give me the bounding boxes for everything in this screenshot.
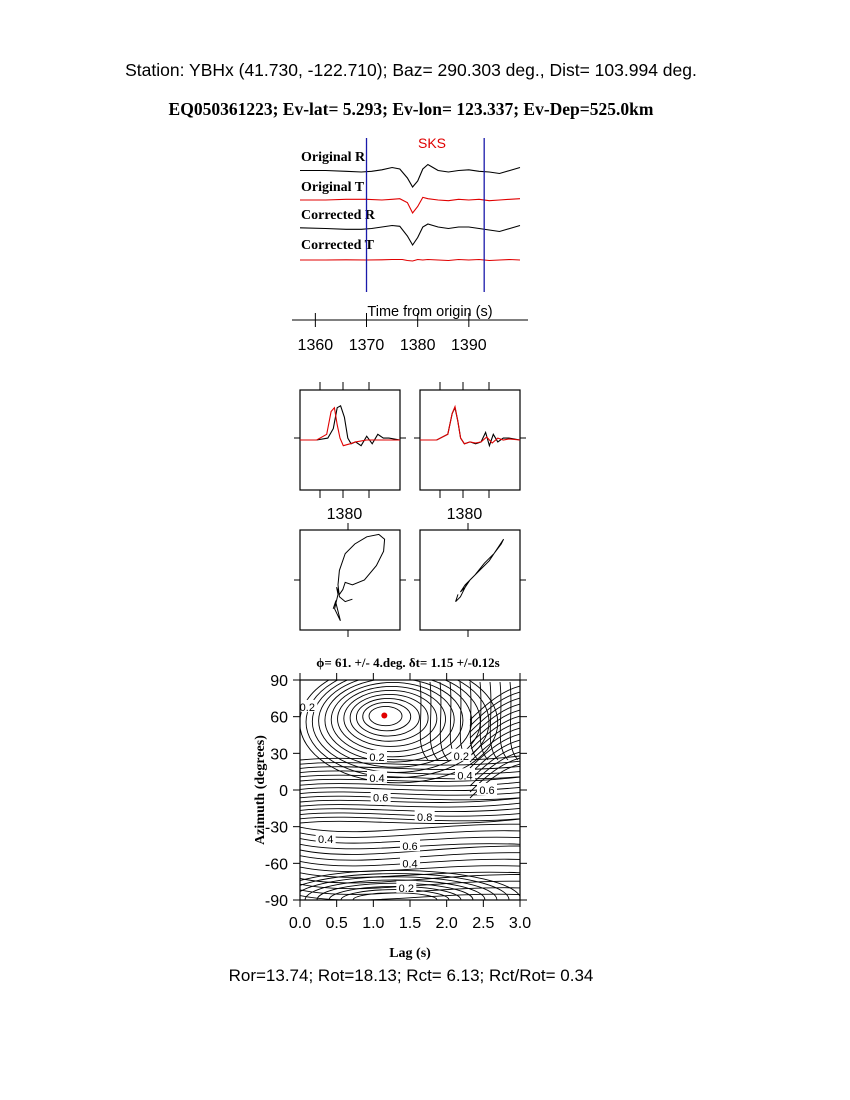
contour-line: [331, 682, 454, 756]
best-fit-point: [381, 712, 387, 718]
lag-tick-label: 3.0: [508, 915, 532, 932]
contour-line: [300, 824, 520, 832]
seismogram-panel: [292, 135, 528, 354]
azimuth-axis-label: Azimuth (degrees): [253, 735, 268, 845]
contour-line: [470, 716, 520, 750]
particle-motion-panel-original: [294, 523, 406, 637]
particle-frame-original: [300, 530, 400, 630]
lag-tick-label: 1.0: [362, 915, 385, 932]
trace-corrected-t: [300, 260, 520, 262]
azimuth-tick-label: 30: [270, 746, 288, 764]
contour-label: 0.4: [402, 858, 418, 871]
ratios-line: Ror=13.74; Rot=18.13; Rct= 6.13; Rct/Rot= 0.34: [228, 966, 594, 985]
azimuth-tick-label: -90: [264, 893, 288, 910]
lag-axis-label: Lag (s): [389, 946, 431, 961]
particle-motion-panel-corrected: [414, 523, 526, 637]
lag-tick-label: 1.5: [398, 915, 422, 932]
time-tick-label: 1390: [451, 337, 487, 354]
contour-line: [300, 817, 520, 821]
particle-path: [333, 534, 384, 620]
contour-line: [319, 674, 472, 767]
waveform-traces-original: [300, 406, 400, 446]
lag-tick-label: 2.0: [435, 915, 458, 932]
azimuth-tick-label: 0: [279, 783, 288, 800]
contour-line: [300, 872, 520, 877]
contour-line: [350, 694, 428, 741]
lag-tick-label: 2.5: [472, 915, 495, 932]
contour-label: 0.2: [299, 701, 315, 714]
particle-path: [456, 539, 504, 601]
waveform-panel-corrected: [414, 382, 526, 523]
trace-label: Corrected R: [301, 208, 375, 223]
station-line: Station: YBHx (41.730, -122.710); Baz= 290.303 deg., Dist= 103.994 deg.: [125, 60, 697, 80]
contour-label: 0.6: [373, 792, 389, 805]
contour-line: [470, 710, 520, 744]
waveform-traces-corrected: [420, 407, 520, 446]
contour-line: [300, 803, 520, 807]
phase-label: SKS: [417, 135, 447, 151]
contour-line: [300, 813, 520, 816]
event-line: EQ050361223; Ev-lat= 5.293; Ev-lon= 123.337; Ev-Dep=525.0km: [168, 99, 654, 119]
contour-label: 0.4: [369, 772, 385, 785]
particle-motion-original: [294, 523, 406, 637]
contour-label: 0.4: [457, 770, 473, 783]
azimuth-tick-label: -30: [264, 819, 288, 837]
waveform-ticks-corrected: [414, 382, 526, 523]
particle-motion-corrected: [414, 523, 526, 637]
contour-label: 0.6: [402, 841, 418, 854]
x-tick-label: 1380: [446, 506, 483, 523]
contour-label: 0.8: [417, 811, 433, 824]
azimuth-tick-label: 60: [270, 709, 288, 727]
x-tick-label: 1380: [326, 506, 363, 523]
lag-tick-label: 0.5: [325, 915, 348, 932]
azimuth-tick-label: 90: [270, 673, 288, 690]
misfit-contour-panel: [253, 655, 531, 961]
trace-label: Original R: [301, 150, 366, 165]
contour-label: 0.2: [398, 882, 414, 895]
trace-label: Original T: [301, 180, 365, 195]
contour-label: 0.6: [479, 785, 495, 797]
trace-labels: [301, 150, 376, 253]
window-markers: [367, 138, 485, 292]
time-tick-label: 1380: [399, 337, 436, 354]
contour-label: 0.4: [318, 833, 334, 846]
contour-title: ϕ= 61. +/- 4.deg. δt= 1.15 +/-0.12s: [316, 655, 500, 670]
time-axis-label: Time from origin (s): [367, 304, 493, 320]
trace-label: Corrected T: [301, 238, 374, 253]
time-tick-label: 1370: [348, 337, 385, 354]
fast-trace: [300, 408, 400, 446]
time-tick-label: 1360: [297, 337, 334, 354]
contour-line: [338, 686, 446, 751]
contour-label: 0.2: [453, 750, 469, 763]
contour-line: [420, 682, 428, 760]
waveform-panel-original: [294, 382, 406, 523]
lag-tick-label: 0.0: [288, 915, 312, 932]
contour-line: [300, 808, 520, 811]
contour-label: 0.2: [369, 752, 385, 764]
waveform-ticks-original: [294, 382, 406, 523]
contour-line: [470, 686, 520, 720]
azimuth-tick-label: -60: [264, 856, 288, 874]
contour-line: [470, 698, 520, 732]
